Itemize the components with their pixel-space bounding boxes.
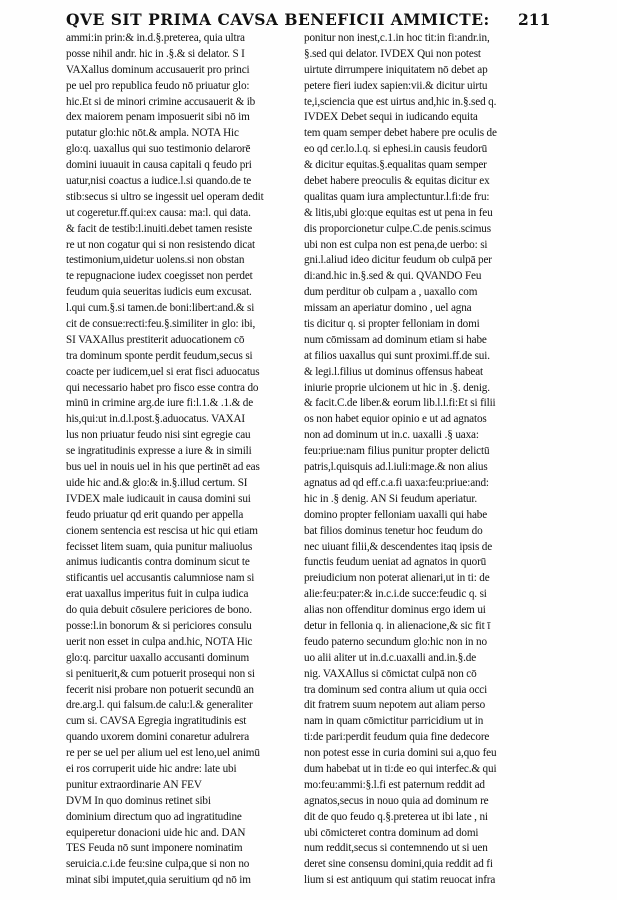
text-line: §.sed qui delator. IVDEX Qui non potest <box>304 47 481 60</box>
text-line: tra dominum sponte perdit feudum,secus si <box>66 349 253 362</box>
text-line: uerit non esset in culpa and.hic, NOTA Hic <box>66 635 253 648</box>
text-line: tem quam semper debet habere pre oculis de <box>304 127 497 140</box>
text-line: ammi:in prin:& in.d.§.preterea, quia ultra <box>66 32 245 44</box>
text-line: fecisset litem suam, quia punitur maliuolus <box>66 540 253 553</box>
text-line: uirtute dirrumpere iniquitatem nō debet ap <box>304 63 488 76</box>
text-line: hic in .§ denig. AN Si feudum aperiatur. <box>304 492 477 505</box>
text-line: TES Feuda nō sunt imponere nominatim <box>66 842 243 855</box>
text-line: cionem sentencia est rescisa ut hic qui etiam <box>66 524 258 537</box>
text-line: erat uaxallus imperitus fuit in culpa iudica <box>66 588 249 601</box>
text-line: non ad dominum ut in.c. uaxalli .§ uaxa: <box>304 429 479 442</box>
text-line: feu:priue:nam filius punitur propter delictū <box>304 445 490 458</box>
text-line: & litis,ubi glo:que equitas est ut pena in feu <box>304 206 493 219</box>
text-line: dominium directum quo ad ingratitudine <box>66 810 242 823</box>
text-line: putatur glo:hic nōt.& ampla. NOTA Hic <box>66 127 239 140</box>
text-line: nig. VAXAllus si cōmictat culpā non cō <box>304 667 477 680</box>
text-line: IVDEX Debet sequi in iudicando equita <box>304 111 478 124</box>
text-line: ponitur non inest,c.1.in hoc tit:in fi:andr.in, <box>304 32 490 44</box>
text-line: tis dicitur q. si propter felloniam in domi <box>304 318 480 331</box>
text-line: dex maiorem penam imposuerit sibi nō im <box>66 111 250 124</box>
text-line: feudo priuatur qd erit quando per appella <box>66 508 244 521</box>
text-line: nec uiuant filii,& descendentes itaq ipsis de <box>304 540 493 553</box>
text-line: ubi cōmicteret contra dominum ad domi <box>304 826 479 839</box>
text-line: nam in quam cōmictitur parricidium ut in <box>304 715 484 728</box>
text-line: eo qd cer.lo.l.q. si ephesi.in causis feudorū <box>304 143 488 156</box>
text-line: os non habet equior opinio e ut ad agnatos <box>304 413 487 426</box>
text-line: cit de consue:recti:feu.§.similiter in glo: ibi, <box>66 318 256 331</box>
text-line: minat sibi imputet,quia seruitium qd nō im <box>66 874 251 887</box>
text-line: SI VAXAllus prestiterit aduocationem cō <box>66 333 245 346</box>
text-column-left <box>66 31 294 889</box>
text-line: his,qui:ut in.d.l.post.§.aduocatus. VAXAI <box>66 413 245 426</box>
text-line: deret sine consensu domini,quia reddit ad fi <box>304 858 493 871</box>
text-line: alie:feu:pater:& in.c.i.de succe:feudic q. si <box>304 588 487 601</box>
text-line: qui necessario habet pro fisco esse contra do <box>66 381 259 394</box>
text-line: ei ros corruperit uide hic andre: late ubi <box>66 762 237 775</box>
text-line: te,i,sciencia que est uirtus and,hic in.§.sed q. <box>304 95 497 108</box>
text-line: IVDEX male iudicauit in causa domini sui <box>66 492 251 505</box>
text-line: stificantis uel accusantis calumniose nam si <box>66 572 255 585</box>
text-line: posse:l.in bonorum & si periciores consulu <box>66 619 252 632</box>
text-line: non potest esse in curia domini sui a,quo feu <box>304 747 497 760</box>
text-line: VAXallus dominum accusauerit pro princi <box>66 63 250 76</box>
text-line: stib:secus si ultro se ingessit uel operam dedit <box>66 190 264 203</box>
text-line: mo:feu:ammi:§.l.fi est paternum reddit ad <box>304 778 485 791</box>
text-line: dit de quo feudo q.§.preterea ut ibi late , ni <box>304 810 488 823</box>
text-line: tra dominum sed contra alium ut quia occi <box>304 683 488 696</box>
text-line: functis feudum ueniat ad agnatos in quorū <box>304 556 487 569</box>
running-head-title: QVE SIT PRIMA CAVSA BENEFICII AMMICTE: <box>66 10 490 29</box>
text-line: animus iudicantis contra dominum sicut te <box>66 556 250 569</box>
text-line: re per se uel per alium uel est leno,uel animū <box>66 747 260 760</box>
text-line: ti:de pari:perdit feudum quia fine dedecore <box>304 731 490 744</box>
text-line: ut cogeretur.ff.qui:ex causa: ma:l. qui data. <box>66 206 251 219</box>
text-line: punitur extraordinarie AN FEV <box>66 778 202 791</box>
text-line: alias non offenditur dominus ergo idem ui <box>304 604 486 617</box>
text-line: & dicitur equitas.§.equalitas quam semper <box>304 159 487 172</box>
text-line: feudum quia seueritas iudicis eum excusat. <box>66 286 252 299</box>
text-line: detur in fellonia q. in alienacione,& sic fit ī <box>304 619 491 632</box>
text-line: di:and.hic in.§.sed & qui. QVANDO Feu <box>304 270 482 283</box>
text-line: patris,l.quisquis ad.l.iuli:mage.& non alius <box>304 461 488 474</box>
text-line: coacte per iudicem,uel si erat fisci aduocatus <box>66 365 260 378</box>
text-line: re ut non cogatur qui si non resistendo dicat <box>66 238 255 251</box>
text-line: domino propter felloniam uaxalli qui habe <box>304 508 488 521</box>
text-line: qualitas quam iura amplectuntur.l.fi:de fru: <box>304 190 490 203</box>
text-line: dit fratrem suum nepotem aut aliam perso <box>304 699 486 712</box>
text-line: bus uel in nouis uel in his que pertinēt ad eas <box>66 461 260 474</box>
text-line: dum habebat ut in ti:de eo qui interfec.& qui <box>304 762 497 775</box>
text-line: missam an aperiatur domino , uel agna <box>304 302 472 315</box>
text-line: equiperetur donacioni uide hic and. DAN <box>66 826 246 839</box>
text-line: at filios uaxallus qui sunt proximi.ff.de sui. <box>304 349 490 362</box>
text-line: dum perditur ob culpam a , uaxallo com <box>304 286 478 299</box>
text-line: uatur,nisi coactus a iudice.l.si quando.de te <box>66 175 252 188</box>
text-line: domini iuuauit in causa capitali q feudo pri <box>66 159 252 172</box>
text-line: fecerit nisi probare non potuerit secundū an <box>66 683 254 696</box>
text-line: & legi.l.filius ut dominus offensus habeat <box>304 365 483 378</box>
text-line: agnatos,secus in nouo quia ad dominum re <box>304 794 489 807</box>
text-line: uide hic and.& glo:& in.§.illud certum. SI <box>66 476 248 489</box>
text-line: minū in crimine arg.de iure fi:l.1.& .1.& de <box>66 397 254 410</box>
text-line: num cōmissam ad dominum etiam si habe <box>304 333 487 346</box>
text-line: debet habere preoculis & equitas dicitur ex <box>304 175 490 188</box>
text-line: & facit de testib:l.inuiti.debet tamen resiste <box>66 222 253 235</box>
text-line: petere fieri iudex sapien:vii.& dicitur uirtu <box>304 79 488 92</box>
text-line: pe uel pro republica feudo nō priuatur glo: <box>66 79 250 92</box>
text-line: do quia debuit cōsulere periciores de bono. <box>66 604 252 617</box>
text-line: iniurie proprie ulcionem ut hic in .§. denig. <box>304 381 490 394</box>
text-line: glo:q. uaxallus qui suo testimonio delarorē <box>66 143 251 156</box>
text-line: testimonium,uidetur uolens.si non obstan <box>66 254 245 267</box>
text-column-right <box>304 31 532 889</box>
text-line: hic.Et si de minori crimine accusauerit & ib <box>66 95 256 108</box>
folio-number: 211 <box>518 10 551 29</box>
text-line: lium si est antiquum qui statim reuocat infra <box>304 874 496 887</box>
text-line: te repugnacione iudex coegisset non perdet <box>66 270 253 283</box>
text-line: gni.l.aliud ideo dicitur feudum ob culpā per <box>304 254 492 267</box>
text-line: cum si. CAVSA Egregia ingratitudinis est <box>66 715 247 728</box>
text-line: & facit.C.de liber.& eorum lib.l.l.fi:Et si filii <box>304 397 496 410</box>
text-line: lus non priuatur feudo nisi sint egregie cau <box>66 429 251 442</box>
text-line: l.qui cum.§.si tamen.de boni:libert:and.& si <box>66 302 255 315</box>
text-line: feudo paterno secundum glo:hic non in no <box>304 635 487 648</box>
text-line: posse nihil andr. hic in .§.& si delator. S I <box>66 47 245 60</box>
text-line: glo:q. parcitur uaxallo accusanti dominum <box>66 651 250 664</box>
text-line: ubi non est culpa non est pena,de uerbo: si <box>304 238 488 251</box>
text-line: DVM In quo dominus retinet sibi <box>66 794 211 807</box>
text-line: se ingratitudinis expresse a iure & in simili <box>66 445 252 458</box>
text-line: dis proporcionetur culpe.C.de penis.scimus <box>304 222 491 235</box>
text-line: agnatus ad qd eff.c.a.fi uaxa:feu:priue:and: <box>304 476 489 489</box>
text-line: uo alii aliter ut in.d.c.uaxalli and.in.§.de <box>304 651 477 664</box>
text-line: preiudicium non poterat alienari,ut in ti: de <box>304 572 490 585</box>
text-line: seruicia.c.i.de feu:sine culpa,que si non no <box>66 858 250 871</box>
text-line: bat filios dominus tenetur hoc feudum do <box>304 524 483 537</box>
text-line: quando uxorem domini conaretur adulrera <box>66 731 250 744</box>
text-line: num reddit,secus si contemnendo ut si uen <box>304 842 488 855</box>
text-line: dre.arg.l. qui falsum.de calu:l.& generaliter <box>66 699 253 712</box>
text-line: si penituerit,& cum potuerit prosequi non si <box>66 667 255 680</box>
